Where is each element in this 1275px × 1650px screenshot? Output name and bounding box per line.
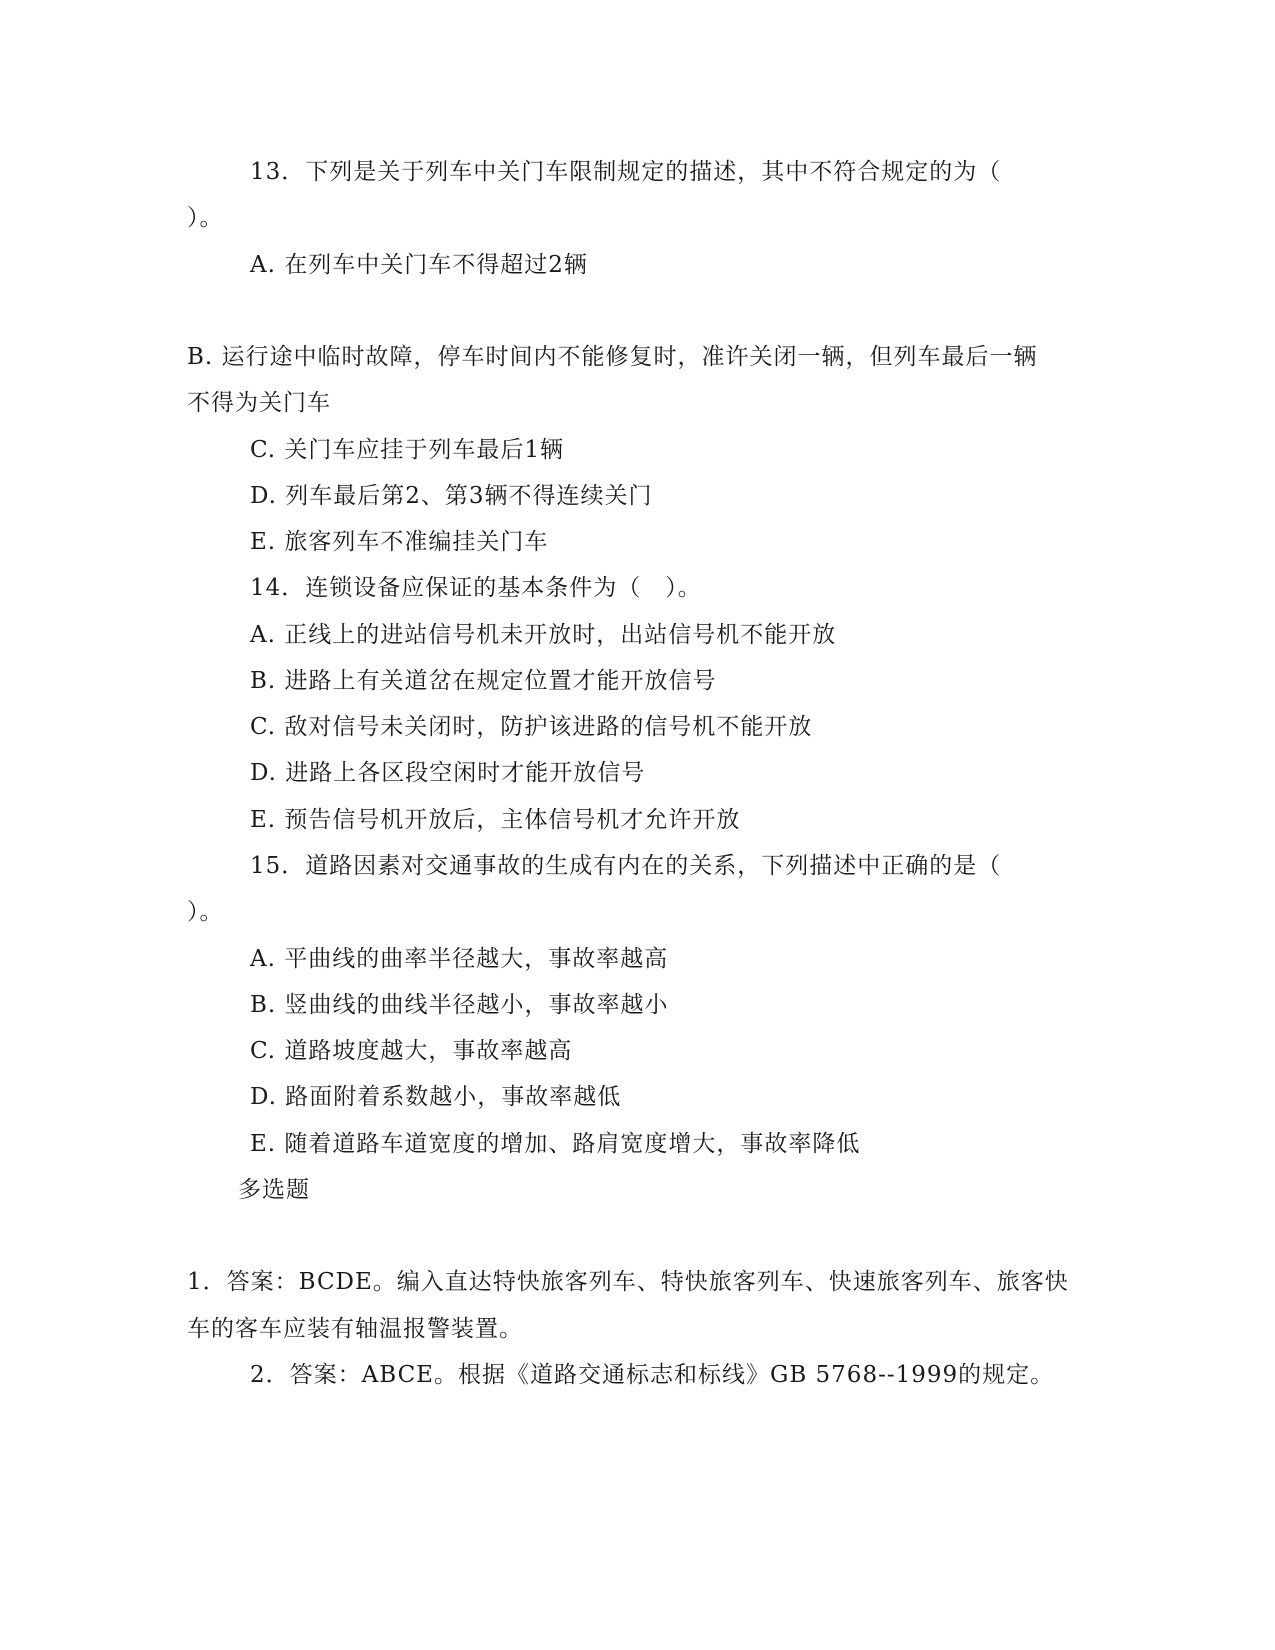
q13-option-b-line1: B. 运行途中临时故障，停车时间内不能修复时，准许关闭一辆，但列车最后一辆 bbox=[187, 344, 1038, 370]
q14-stem: 14．连锁设备应保证的基本条件为（ ）。 bbox=[250, 575, 702, 601]
q15-option-e: E. 随着道路车道宽度的增加、路肩宽度增大，事故率降低 bbox=[250, 1131, 861, 1157]
q14-option-a: A. 正线上的进站信号机未开放时，出站信号机不能开放 bbox=[250, 622, 837, 648]
q15-option-b: B. 竖曲线的曲线半径越小，事故率越小 bbox=[250, 992, 669, 1018]
q14-option-c: C. 敌对信号未关闭时，防护该进路的信号机不能开放 bbox=[250, 714, 813, 740]
q13-stem-line1: 13．下列是关于列车中关门车限制规定的描述，其中不符合规定的为（ bbox=[250, 159, 1002, 185]
q14-option-b: B. 进路上有关道岔在规定位置才能开放信号 bbox=[250, 668, 717, 694]
q13-option-b-line2: 不得为关门车 bbox=[187, 390, 331, 416]
q13-option-e: E. 旅客列车不准编挂关门车 bbox=[250, 529, 549, 555]
answer-2: 2．答案：ABCE。根据《道路交通标志和标线》GB 5768--1999的规定。 bbox=[250, 1362, 1055, 1388]
q15-option-d: D. 路面附着系数越小，事故率越低 bbox=[250, 1084, 622, 1110]
q15-stem-line2: ）。 bbox=[187, 899, 224, 925]
answer-1-line1: 1．答案：BCDE。编入直达特快旅客列车、特快旅客列车、快速旅客列车、旅客快 bbox=[187, 1269, 1069, 1295]
q13-option-a: A. 在列车中关门车不得超过2辆 bbox=[250, 252, 588, 278]
q13-option-d: D. 列车最后第2、第3辆不得连续关门 bbox=[250, 483, 653, 509]
q15-stem-line1: 15．道路因素对交通事故的生成有内在的关系，下列描述中正确的是（ bbox=[250, 853, 1002, 879]
q15-option-a: A. 平曲线的曲率半径越大，事故率越高 bbox=[250, 946, 669, 972]
q15-option-c: C. 道路坡度越大，事故率越高 bbox=[250, 1038, 573, 1064]
answer-1-line2: 车的客车应装有轴温报警装置。 bbox=[187, 1316, 523, 1342]
q13-stem-line2: ）。 bbox=[187, 205, 224, 231]
q14-option-d: D. 进路上各区段空闲时才能开放信号 bbox=[250, 760, 646, 786]
section-heading-multiple-choice: 多选题 bbox=[238, 1177, 310, 1203]
q14-option-e: E. 预告信号机开放后，主体信号机才允许开放 bbox=[250, 807, 741, 833]
q13-option-c: C. 关门车应挂于列车最后1辆 bbox=[250, 437, 565, 463]
